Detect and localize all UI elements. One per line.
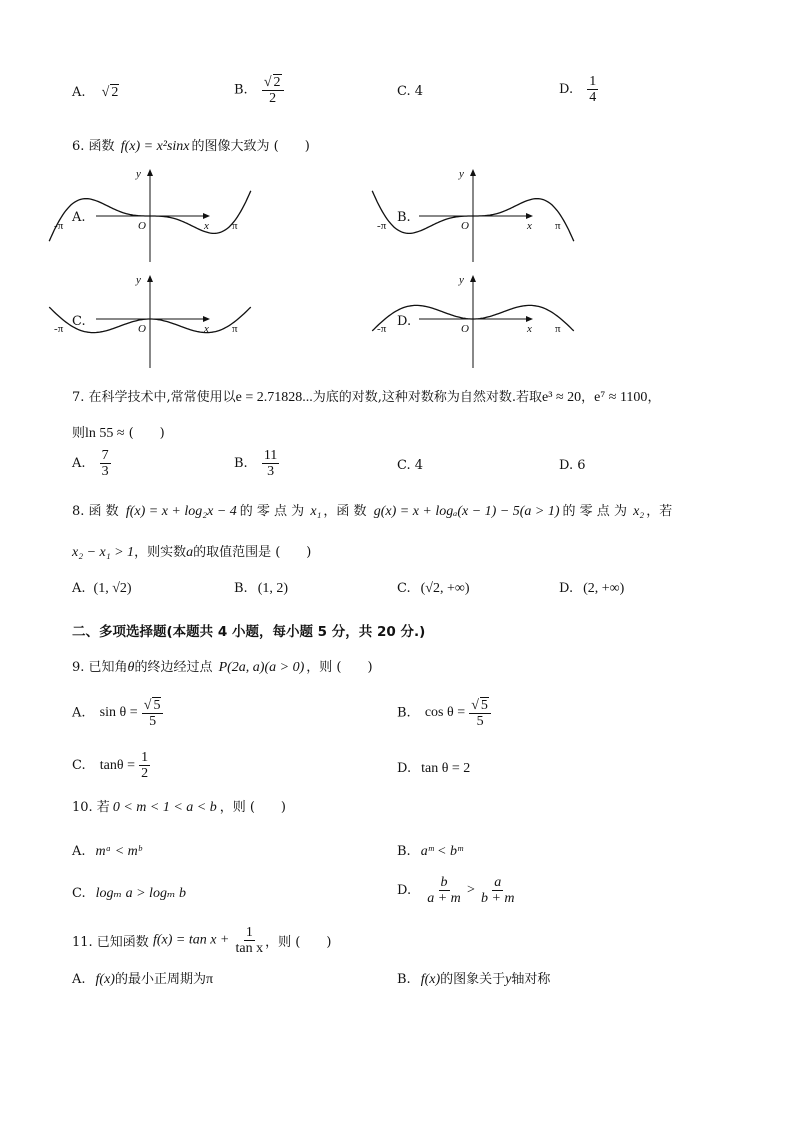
neg-pi-label: -π [54, 220, 64, 232]
y-axis-label: y [459, 274, 464, 286]
y-axis-label: y [459, 168, 464, 180]
x-axis-label: x [204, 323, 209, 335]
q6-graph-a[interactable] [54, 166, 238, 266]
q6-graph-c[interactable] [54, 272, 238, 372]
q5-option-a: A. √ 2 [72, 85, 119, 100]
q9-option-b: B. cos θ = $\frac{√ 5}{5}$ [397, 697, 491, 729]
q6-graph-d[interactable] [377, 272, 561, 372]
x-axis-arrow [203, 316, 210, 322]
q9-option-d: D. tan θ = 2 [397, 761, 471, 776]
q8-stem-line2: x₂ − x₁ > 1，则实数a的取值范围是 ( ) [72, 545, 312, 560]
q10-option-c: C. logₘ a > logₘ b [72, 886, 187, 901]
q7-stem-line1: 7. 在科学技术中,常常使用以e = 2.71828...为底的对数,这种对数称为自然对数.若取e³ ≈ 20，e⁷ ≈ 1100， [72, 390, 661, 405]
pi-label: π [554, 220, 561, 232]
q6-option-b-label: B. [397, 210, 411, 225]
q6-option-d-label: D. [397, 314, 412, 329]
origin-label: O [138, 323, 146, 335]
q10-option-b: B. aᵐ < bᵐ [397, 844, 463, 859]
pi-label: π [231, 220, 238, 232]
q5-option-c: C. 4 [397, 84, 424, 99]
q8-option-c: C. (√2, +∞) [397, 581, 470, 596]
x-axis-arrow [203, 213, 210, 219]
q10-option-a: A. mᵃ < mᵇ [72, 844, 142, 859]
q6-graph-b[interactable] [377, 166, 561, 266]
q9-option-a: A. sin θ = $\frac{√ 5}{5}$ [72, 697, 163, 729]
y-axis-arrow [470, 275, 476, 282]
q6-option-a-label: A. [72, 210, 86, 225]
q6-stem: 6. 函数 f(x) = x²sinx 的图像大致为 ( ) [72, 139, 310, 154]
q10-stem: 10. 若 0 < m < 1 < a < b ，则 ( ) [72, 800, 286, 815]
q10-option-d: D. $\frac{b}{a + m}$ > $\frac{a}{b + m}$ [397, 875, 515, 906]
pi-label: π [231, 323, 238, 335]
q7-stem-line2: 则ln 55 ≈ ( ) [72, 426, 165, 441]
q8-stem-line1: 8. 函 数 f(x) = x + log₂x − 4 的 零 点 为 x₁ ，函 数 g(x) = x + logₐ(x − 1) − 5(a > 1) 的 零 点 为 x₂ ，若 [72, 504, 673, 519]
origin-label: O [461, 220, 469, 232]
origin-label: O [138, 220, 146, 232]
x-axis-arrow [526, 316, 533, 322]
q7-option-b: B. $\frac{11}{3}$ [234, 448, 278, 479]
q8-option-b: B. (1, 2) [234, 581, 289, 596]
y-axis-label: y [136, 168, 141, 180]
x-axis-label: x [527, 323, 532, 335]
pi-label: π [554, 323, 561, 335]
x-axis-arrow [526, 213, 533, 219]
q11-stem: 11. 已知函数 f(x) = tan x + $\frac{1}{\text{tan x}}$ ，则 ( ) [72, 925, 332, 956]
q7-option-c: C. 4 [397, 458, 424, 473]
q11-option-a: A. f(x)的最小正周期为π [72, 972, 214, 987]
y-axis-arrow [470, 169, 476, 176]
q8-option-d: D. (2, +∞) [559, 581, 625, 596]
q7-option-d: D. 6 [559, 458, 586, 473]
y-axis-label: y [136, 274, 141, 286]
q9-stem: 9. 已知角θ的终边经过点 P(2a, a)(a > 0) ，则 ( ) [72, 660, 373, 675]
y-axis-arrow [147, 275, 153, 282]
q8-option-a: A. (1, √2) [72, 581, 132, 596]
y-axis-arrow [147, 169, 153, 176]
neg-pi-label: -π [54, 323, 64, 335]
neg-pi-label: -π [377, 220, 387, 232]
q6-option-c-label: C. [72, 314, 86, 329]
section-heading-multiple-choice: 二、多项选择题(本题共 4 小题，每小题 5 分，共 20 分.) [72, 624, 426, 640]
origin-label: O [461, 323, 469, 335]
x-axis-label: x [527, 220, 532, 232]
q5-option-b: B. $\frac{√ 2}{2}$ [234, 74, 284, 106]
q11-option-b: B. f(x)的图象关于y轴对称 [397, 972, 551, 987]
x-axis-label: x [204, 220, 209, 232]
q5-option-d: D. $\frac{1}{4}$ [559, 74, 597, 105]
q9-option-c: C. tanθ = $\frac{1}{2}$ [72, 750, 149, 781]
q7-option-a: A. $\frac{7}{3}$ [72, 448, 109, 479]
neg-pi-label: -π [377, 323, 387, 335]
